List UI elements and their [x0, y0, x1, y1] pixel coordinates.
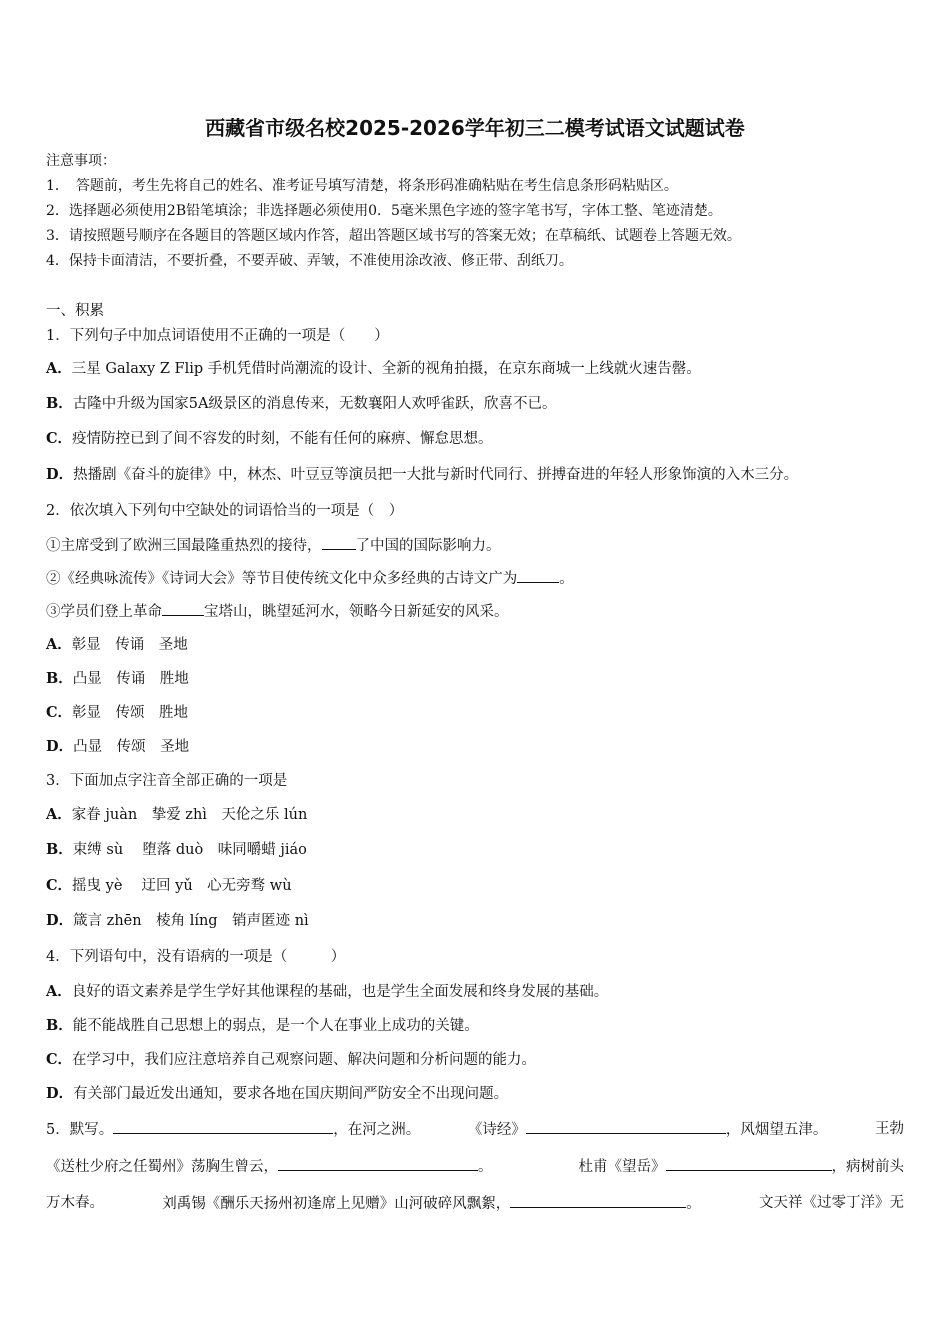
- sentence-text: ①主席受到了欧洲三国最隆重热烈的接待，: [46, 538, 322, 554]
- page-title: 西藏省市级名校2025-2026学年初三二模考试语文试题试卷: [205, 116, 745, 140]
- option-text: 良好的语文素养是学生学好其他课程的基础，也是学生全面发展和终身发展的基础。: [71, 984, 609, 1000]
- option-label: C．: [46, 877, 73, 894]
- option-label: D．: [46, 912, 74, 929]
- question-4-option-d: [46, 1084, 508, 1104]
- question-2-option-c: [46, 703, 188, 723]
- option-label: B．: [46, 670, 73, 687]
- dictation-text: 《送杜少府之任蜀州》荡胸生曾云，: [46, 1159, 278, 1175]
- question-5-label: 5．默写。: [46, 1122, 114, 1138]
- option-label: C．: [46, 430, 73, 447]
- question-4-option-b: [46, 1016, 479, 1036]
- dictation-text: ，风烟望五津。: [725, 1122, 828, 1138]
- option-text: 凸显 传颂 圣地: [73, 739, 190, 755]
- note-item: 2．选择题必须使用2B铅笔填涂；非选择题必须使用0．5毫米黑色字迹的签字笔书写，字体工整、笔迹清楚。: [46, 203, 722, 219]
- option-label: A．: [46, 636, 72, 653]
- fill-blank: [322, 535, 356, 550]
- section-heading: 一、积累: [46, 303, 104, 319]
- dictation-text: 。: [478, 1159, 493, 1175]
- fill-blank: [526, 1119, 726, 1134]
- option-text: 疫情防控已到了间不容发的时刻，不能有任何的麻痹、懈怠思想。: [72, 431, 493, 447]
- question-2-sentence-1: [46, 535, 501, 556]
- option-text: 家眷 juàn 挚爱 zhì 天伦之乐 lún: [71, 807, 308, 823]
- option-label: D．: [46, 738, 74, 755]
- question-1-option-c: [46, 429, 493, 449]
- question-3-stem: 3．下面加点字注音全部正确的一项是: [46, 773, 288, 789]
- question-2-stem: 2．依次填入下列句中空缺处的词语恰当的一项是（ ）: [46, 503, 404, 519]
- dictation-source: 《诗经》: [467, 1122, 526, 1138]
- notes-heading: 注意事项：: [46, 153, 116, 169]
- question-4-option-c: [46, 1050, 536, 1070]
- option-label: D．: [46, 1085, 74, 1102]
- sentence-text: ②《经典咏流传》《诗词大会》等节目使传统文化中众多经典的古诗文广为: [46, 571, 518, 587]
- option-text: 三星 Galaxy Z Flip 手机凭借时尚潮流的设计、全新的视角拍摄，在京东商城一上线就火速告罄。: [71, 361, 701, 377]
- sentence-text: 了中国的国际影响力。: [355, 538, 501, 554]
- question-5-line-1: [46, 1119, 904, 1140]
- question-1-option-b: [46, 394, 556, 414]
- option-text: 箴言 zhēn 棱角 líng 销声匿迹 nì: [73, 913, 309, 929]
- option-text: 热播剧《奋斗的旋律》中，林杰、叶豆豆等演员把一大批与新时代同行、拼搏奋进的年轻人形象饰演的入木三分。: [73, 467, 799, 483]
- option-text: 有关部门最近发出通知，要求各地在国庆期间严防安全不出现问题。: [73, 1086, 509, 1102]
- fill-blank: [666, 1156, 832, 1171]
- dictation-text: 万木春。: [46, 1195, 104, 1211]
- fill-blank: [113, 1119, 333, 1134]
- option-label: C．: [46, 704, 73, 721]
- question-3-option-b: [46, 840, 307, 860]
- question-2-option-b: [46, 669, 189, 689]
- dictation-source: 王勃: [874, 1121, 904, 1137]
- question-4-option-a: [46, 982, 608, 1002]
- question-1-option-d: [46, 465, 798, 485]
- question-2-sentence-2: [46, 568, 574, 589]
- fill-blank: [278, 1156, 478, 1171]
- option-text: 摇曳 yè 迂回 yǔ 心无旁骛 wù: [72, 878, 292, 894]
- dictation-source: 刘禹锡《酬乐天扬州初逢席上见赠》山河破碎风飘絮，: [162, 1196, 511, 1212]
- option-label: B．: [46, 1017, 73, 1034]
- option-label: A．: [46, 983, 72, 1000]
- question-5-line-3: [46, 1193, 904, 1214]
- note-item: 4．保持卡面清洁，不要折叠，不要弄破、弄皱，不准使用涂改液、修正带、刮纸刀。: [46, 253, 573, 269]
- question-2-option-a: [46, 635, 188, 655]
- sentence-text: 。: [559, 571, 574, 587]
- fill-blank: [517, 568, 559, 583]
- question-2-sentence-3: [46, 601, 509, 622]
- question-1-option-a: [46, 359, 701, 379]
- question-5-line-2: [46, 1156, 904, 1177]
- option-text: 能不能战胜自己思想上的弱点，是一个人在事业上成功的关键。: [72, 1018, 479, 1034]
- question-2-option-d: [46, 737, 189, 757]
- option-text: 凸显 传诵 胜地: [72, 671, 189, 687]
- sentence-text: ③学员们登上革命: [46, 604, 162, 620]
- dictation-source: 杜甫《望岳》: [578, 1159, 666, 1175]
- option-label: D．: [46, 466, 74, 483]
- sentence-text: 宝塔山，眺望延河水，领略今日新延安的风采。: [204, 604, 509, 620]
- question-1-stem: 1．下列句子中加点词语使用不正确的一项是（ ）: [46, 328, 389, 344]
- option-text: 古隆中升级为国家5A级景区的消息传来，无数襄阳人欢呼雀跃，欣喜不已。: [72, 396, 557, 412]
- option-label: C．: [46, 1051, 73, 1068]
- fill-blank: [162, 601, 204, 616]
- option-label: B．: [46, 395, 73, 412]
- fill-blank: [510, 1193, 686, 1208]
- dictation-text: ，在河之洲。: [333, 1122, 421, 1138]
- option-text: 彰显 传诵 圣地: [71, 637, 188, 653]
- dictation-text: 。: [686, 1196, 701, 1212]
- option-label: A．: [46, 806, 72, 823]
- option-text: 在学习中，我们应注意培养自己观察问题、解决问题和分析问题的能力。: [72, 1052, 537, 1068]
- question-3-option-d: [46, 911, 309, 931]
- option-text: 束缚 sù 堕落 duò 味同嚼蜡 jiáo: [72, 842, 307, 858]
- dictation-text: ，病树前头: [831, 1159, 904, 1175]
- question-4-stem: 4．下列语句中，没有语病的一项是（ ）: [46, 949, 346, 965]
- option-label: A．: [46, 360, 72, 377]
- option-text: 彰显 传颂 胜地: [72, 705, 189, 721]
- option-label: B．: [46, 841, 73, 858]
- note-item: 3．请按照题号顺序在各题目的答题区域内作答，超出答题区域书写的答案无效；在草稿纸、试题卷上答题无效。: [46, 228, 741, 244]
- note-item: 1． 答题前，考生先将自己的姓名、准考证号填写清楚，将条形码准确粘贴在考生信息条形码粘贴区。: [46, 178, 678, 194]
- dictation-source: 文天祥《过零丁洋》无: [759, 1195, 904, 1211]
- question-3-option-c: [46, 876, 292, 896]
- question-3-option-a: [46, 805, 307, 825]
